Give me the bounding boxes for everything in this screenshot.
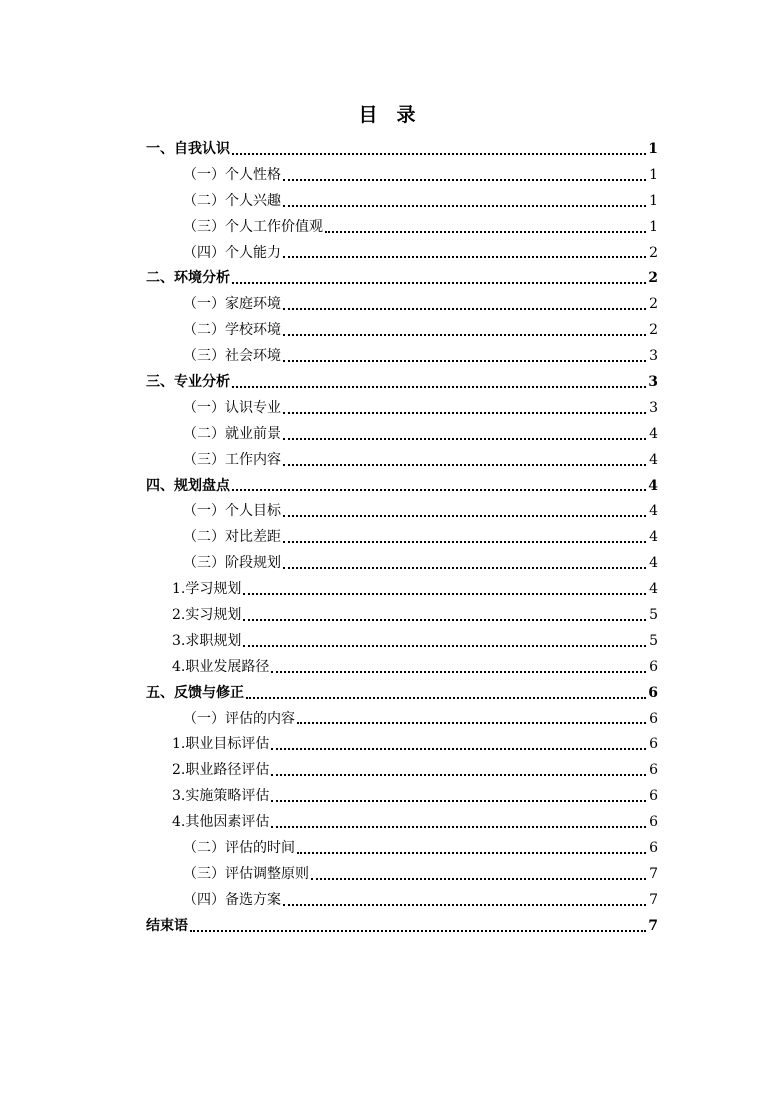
toc-entry-page-number: 6 [649, 788, 658, 805]
toc-entry-label: （二）对比差距 [183, 529, 281, 546]
toc-entry-page-number: 7 [649, 891, 658, 908]
dot-leader [283, 437, 646, 440]
dot-leader [232, 488, 646, 491]
toc-entry-page-number: 4 [649, 555, 658, 572]
dot-leader [283, 255, 646, 258]
toc-entry-page-number: 5 [649, 632, 658, 649]
toc-entry-page-number: 6 [649, 814, 658, 831]
toc-entry[interactable] [146, 914, 658, 940]
toc-entry-page-number: 2 [649, 296, 658, 313]
toc-entry[interactable] [146, 732, 658, 758]
toc-entry-page-number: 5 [649, 607, 658, 624]
toc-entry-page-number: 3 [649, 348, 658, 365]
toc-entry[interactable] [146, 422, 658, 448]
toc-entry-page-number: 1 [649, 166, 658, 183]
dot-leader [283, 566, 646, 569]
toc-entry-page-number: 4 [648, 477, 658, 494]
toc-entry-label: 2.职业路径评估 [172, 762, 270, 779]
dot-leader [283, 463, 646, 466]
toc-entry[interactable] [146, 810, 658, 836]
dot-leader [243, 592, 646, 595]
toc-entry-page-number: 4 [649, 581, 658, 598]
toc-entry-page-number: 2 [648, 270, 658, 287]
dot-leader [243, 618, 646, 621]
dot-leader [243, 644, 646, 647]
toc-entry-label: 五、反馈与修正 [146, 684, 244, 701]
toc-entry-page-number: 6 [648, 684, 658, 701]
toc-entry-label: 一、自我认识 [146, 141, 230, 157]
dot-leader [246, 696, 646, 699]
toc-entry[interactable] [146, 707, 658, 733]
dot-leader [232, 281, 646, 284]
toc-entry-label: （二）学校环境 [183, 322, 281, 339]
toc-entry[interactable] [146, 137, 658, 163]
dot-leader [232, 152, 646, 155]
toc-entry-label: （一）家庭环境 [183, 296, 281, 313]
toc-entry-label: 1.职业目标评估 [172, 736, 270, 753]
dot-leader [271, 747, 646, 750]
toc-entry-label: （二）评估的时间 [183, 840, 295, 857]
toc-entry-label: （三）社会环境 [183, 348, 281, 365]
toc-entry[interactable] [146, 655, 658, 681]
toc-entry[interactable] [146, 292, 658, 318]
toc-entry[interactable] [146, 266, 658, 292]
toc-entry-page-number: 3 [649, 399, 658, 416]
toc-entry-page-number: 6 [649, 710, 658, 727]
toc-entry-page-number: 1 [648, 141, 658, 157]
dot-leader [283, 540, 646, 543]
dot-leader [271, 799, 646, 802]
dot-leader [283, 514, 646, 517]
toc-entry-page-number: 2 [649, 322, 658, 339]
toc-entry-label: （三）评估调整原则 [183, 865, 309, 882]
dot-leader [283, 903, 646, 906]
toc-entry[interactable] [146, 681, 658, 707]
toc-entry-page-number: 6 [649, 658, 658, 675]
toc-entry[interactable] [146, 577, 658, 603]
dot-leader [311, 877, 646, 880]
toc-entry-label: （四）备选方案 [183, 891, 281, 908]
toc-entry-label: 4.职业发展路径 [172, 658, 270, 675]
toc-entry[interactable] [146, 499, 658, 525]
toc-entry-label: （三）个人工作价值观 [183, 218, 323, 235]
toc-entry-label: 3.实施策略评估 [172, 788, 270, 805]
toc-entry[interactable] [146, 888, 658, 914]
dot-leader [190, 929, 646, 932]
toc-entry-page-number: 4 [649, 529, 658, 546]
toc-entry-label: （二）个人兴趣 [183, 192, 281, 209]
toc-entry[interactable] [146, 241, 658, 267]
toc-entry[interactable] [146, 758, 658, 784]
toc-entry[interactable] [146, 603, 658, 629]
dot-leader [271, 773, 646, 776]
dot-leader [283, 204, 646, 207]
toc-entry[interactable] [146, 551, 658, 577]
table-of-contents [146, 137, 658, 940]
dot-leader [271, 670, 646, 673]
toc-entry[interactable] [146, 344, 658, 370]
toc-entry[interactable] [146, 474, 658, 500]
toc-entry-label: 结束语 [146, 917, 188, 934]
toc-entry-page-number: 1 [649, 192, 658, 209]
dot-leader [271, 825, 646, 828]
dot-leader [283, 411, 646, 414]
toc-entry-label: 4.其他因素评估 [172, 814, 270, 831]
toc-entry-label: 二、环境分析 [146, 270, 230, 287]
toc-entry-label: （一）个人目标 [183, 503, 281, 520]
dot-leader [283, 307, 646, 310]
toc-entry[interactable] [146, 629, 658, 655]
dot-leader [283, 359, 646, 362]
toc-title: 目 录 [358, 104, 416, 126]
toc-entry[interactable] [146, 525, 658, 551]
toc-entry[interactable] [146, 784, 658, 810]
dot-leader [297, 851, 646, 854]
dot-leader [283, 178, 646, 181]
toc-entry-label: （三）工作内容 [183, 451, 281, 468]
toc-entry-page-number: 4 [649, 451, 658, 468]
toc-entry-label: （四）个人能力 [183, 244, 281, 261]
toc-entry-label: （一）认识专业 [183, 399, 281, 416]
toc-entry-page-number: 4 [649, 425, 658, 442]
toc-entry[interactable] [146, 189, 658, 215]
dot-leader [232, 385, 646, 388]
toc-entry[interactable] [146, 836, 658, 862]
toc-entry[interactable] [146, 215, 658, 241]
toc-entry-page-number: 6 [649, 762, 658, 779]
toc-entry-label: 1.学习规划 [172, 581, 242, 598]
toc-entry-label: 3.求职规划 [172, 632, 242, 649]
toc-entry[interactable] [146, 862, 658, 888]
toc-entry-page-number: 7 [649, 865, 658, 882]
toc-entry-page-number: 6 [649, 736, 658, 753]
toc-entry-page-number: 3 [648, 374, 658, 391]
toc-entry-label: 四、规划盘点 [146, 477, 230, 494]
toc-entry[interactable] [146, 396, 658, 422]
toc-entry[interactable] [146, 318, 658, 344]
toc-entry-label: （二）就业前景 [183, 425, 281, 442]
toc-entry-label: 三、专业分析 [146, 374, 230, 391]
toc-entry[interactable] [146, 163, 658, 189]
toc-entry-page-number: 2 [649, 244, 658, 261]
toc-entry[interactable] [146, 448, 658, 474]
toc-entry-page-number: 4 [649, 503, 658, 520]
toc-entry-label: （一）个人性格 [183, 166, 281, 183]
toc-entry-label: 2.实习规划 [172, 607, 242, 624]
toc-entry-label: （三）阶段规划 [183, 555, 281, 572]
dot-leader [325, 230, 646, 233]
dot-leader [283, 333, 646, 336]
toc-entry-page-number: 1 [649, 218, 658, 235]
toc-entry-page-number: 7 [648, 917, 658, 934]
dot-leader [297, 721, 646, 724]
toc-entry[interactable] [146, 370, 658, 396]
toc-entry-label: （一）评估的内容 [183, 710, 295, 727]
toc-entry-page-number: 6 [649, 840, 658, 857]
